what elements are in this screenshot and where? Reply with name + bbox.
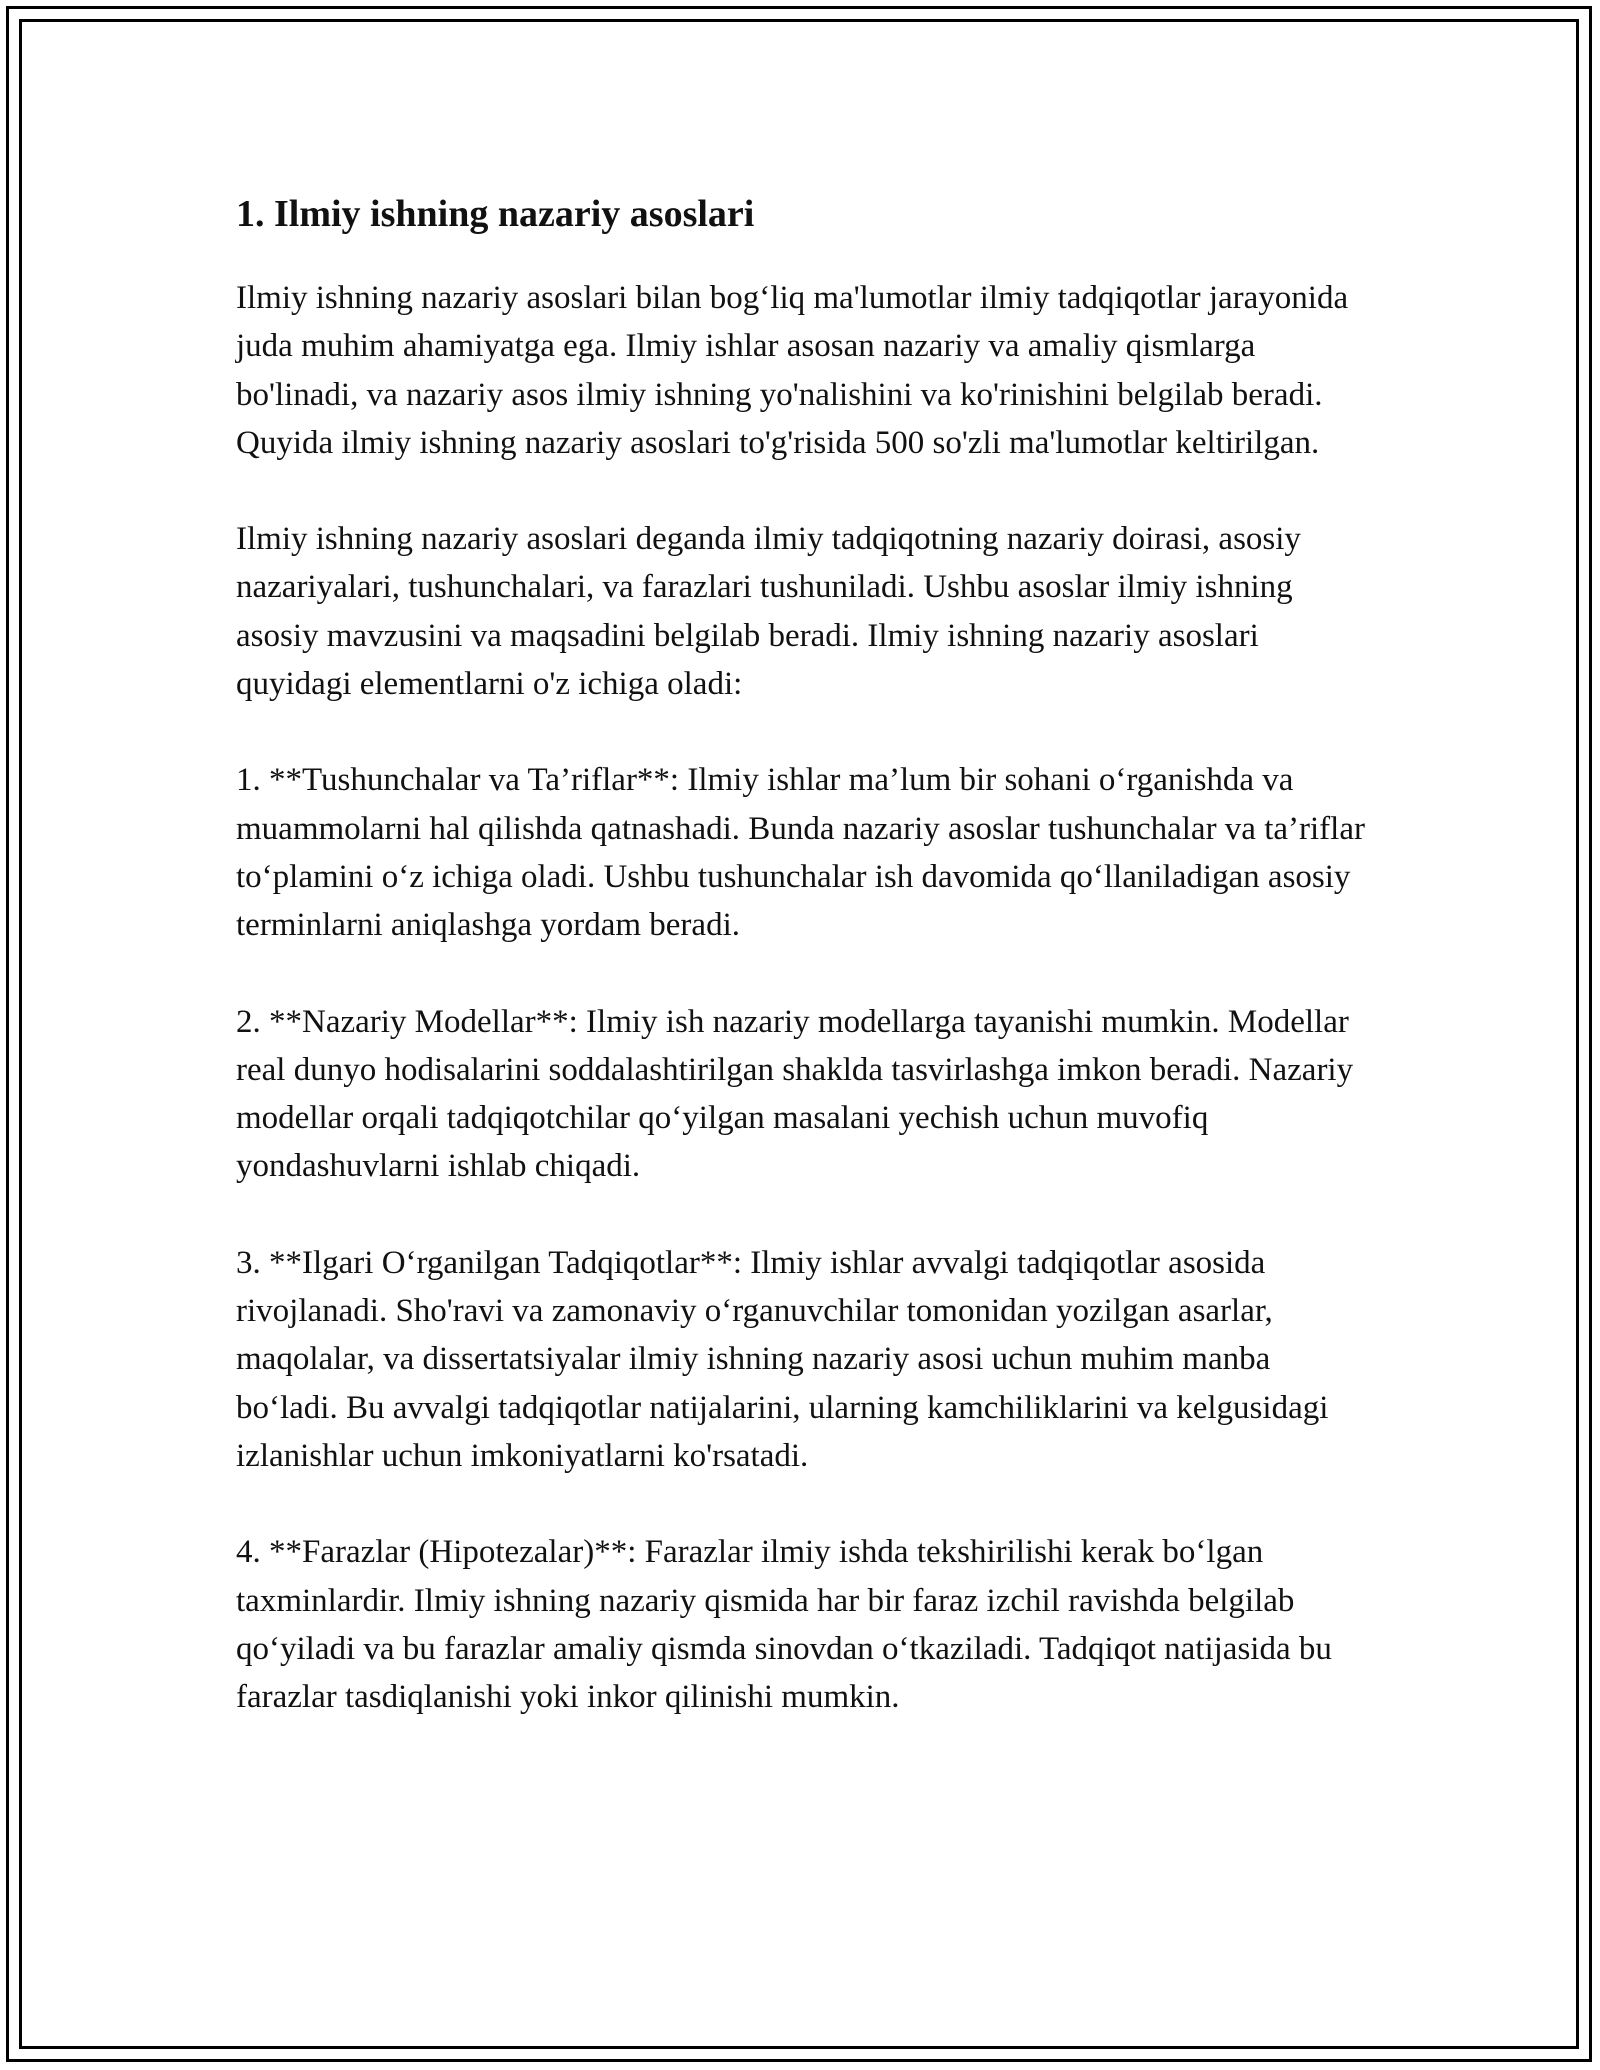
section-heading: 1. Ilmiy ishning nazariy asoslari: [236, 193, 755, 235]
intro-paragraph: Ilmiy ishning nazariy asoslari bilan bog‘liq ma'lumotlar ilmiy tadqiqotlar jarayonida juda muhim ahamiyatga ega. Ilmiy ishlar asosan nazariy va amaliy qismlarga bo'linadi, va nazariy asos ilmiy ishning yo'nalishini va ko'rinishini belgilab beradi. Quyida ilmiy ishning nazariy asoslari to'g'risida 500 so'zli ma'lumotlar keltirilgan.: [236, 280, 1349, 461]
list-item-models: 2. **Nazariy Modellar**: Ilmiy ish nazariy modellarga tayanishi mumkin. Modellar real dunyo hodisalarini soddalashtirilgan shaklda tasvirlashga imkon beradi. Nazariy modellar orqali tadqiqotchilar qo‘yilgan masalani yechish uchun muvofiq yondashuvlarni ishlab chiqadi.: [236, 1003, 1354, 1185]
document-body: [236, 188, 1366, 1769]
list-item-concepts: 1. **Tushunchalar va Ta’riflar**: Ilmiy ishlar ma’lum bir sohani o‘rganishda va muammolarni hal qilishda qatnashadi. Bunda nazariy asoslar tushunchalar va ta’riflar to‘plamini o‘z ichiga oladi. Ushbu tushunchalar ish davomida qo‘llaniladigan asosiy terminlarni aniqlashga yordam beradi.: [236, 762, 1365, 944]
definition-paragraph: Ilmiy ishning nazariy asoslari deganda ilmiy tadqiqotning nazariy doirasi, asosiy nazariyalari, tushunchalari, va farazlari tushuniladi. Ushbu asoslar ilmiy ishning asosiy mavzusini va maqsadini belgilab beradi. Ilmiy ishning nazariy asoslari quyidagi elementlarni o'z ichiga oladi:: [236, 521, 1301, 703]
list-item-hypotheses: 4. **Farazlar (Hipotezalar)**: Farazlar ilmiy ishda tekshirilishi kerak bo‘lgan taxminlardir. Ilmiy ishning nazariy qismida har bir faraz izchil ravishda belgilab qo‘yiladi va bu farazlar amaliy qismda sinovdan o‘tkaziladi. Tadqiqot natijasida bu farazlar tasdiqlanishi yoki inkor qilinishi mumkin.: [236, 1534, 1332, 1716]
list-item-prior-research: 3. **Ilgari O‘rganilgan Tadqiqotlar**: Ilmiy ishlar avvalgi tadqiqotlar asosida rivojlanadi. Sho'ravi va zamonaviy o‘rganuvchilar tomonidan yozilgan asarlar, maqolalar, va dissertatsiyalar ilmiy ishning nazariy asosi uchun muhim manba bo‘ladi. Bu avvalgi tadqiqotlar natijalarini, ularning kamchiliklarini va kelgusidagi izlanishlar uchun imkoniyatlarni ko'rsatadi.: [236, 1244, 1329, 1474]
